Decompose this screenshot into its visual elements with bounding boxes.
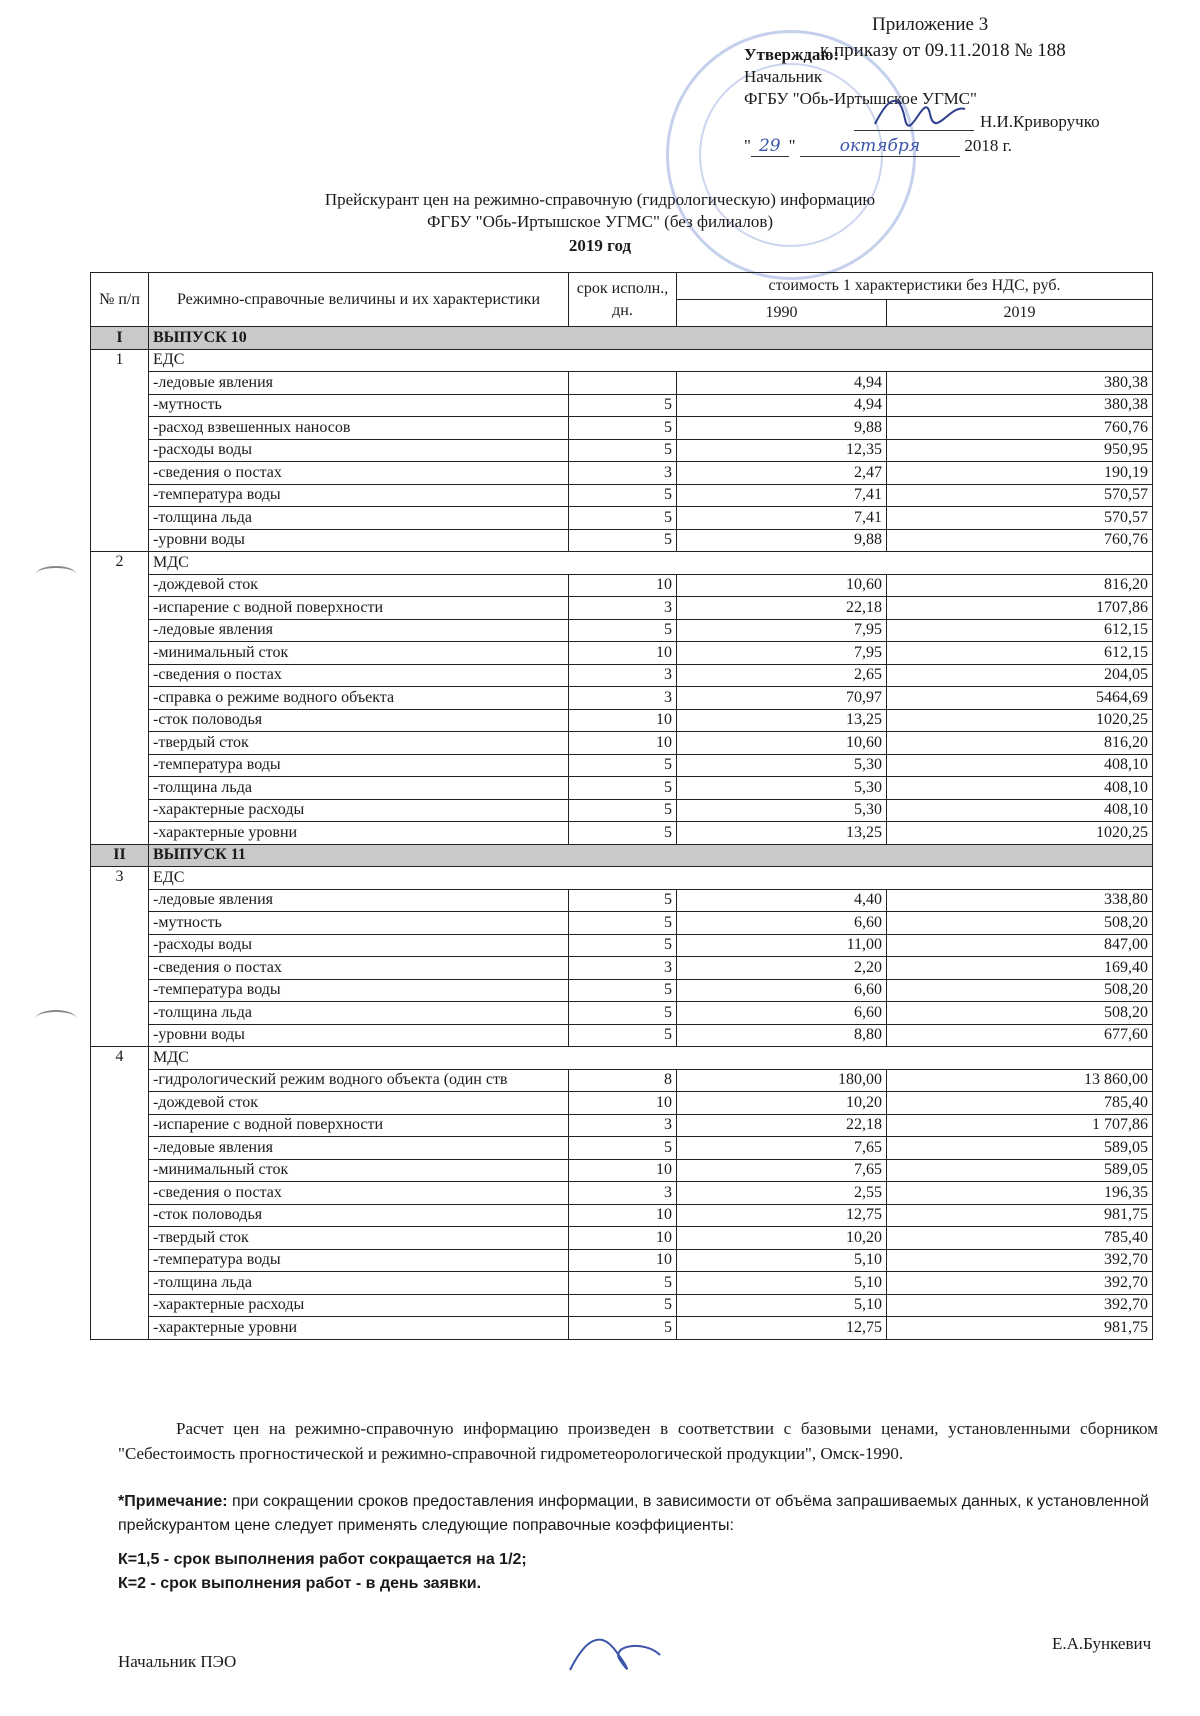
table-row	[91, 1024, 1153, 1047]
row-cost-2019: 1020,25	[887, 822, 1153, 845]
section-title: ВЫПУСК 10	[149, 327, 1153, 350]
row-term: 5	[569, 529, 677, 552]
row-cost-1990: 10,20	[677, 1227, 887, 1250]
footer-name: Е.А.Бункевич	[1052, 1634, 1152, 1653]
row-name: -толщина льда	[149, 777, 569, 800]
row-cost-2019: 392,70	[887, 1249, 1153, 1272]
row-term: 5	[569, 889, 677, 912]
table-row	[91, 574, 1153, 597]
row-cost-1990: 9,88	[677, 417, 887, 440]
table-row	[91, 439, 1153, 462]
row-term: 5	[569, 1294, 677, 1317]
row-name: -мутность	[149, 912, 569, 935]
table-row	[91, 1227, 1153, 1250]
table-row	[91, 889, 1153, 912]
group-row	[91, 867, 1153, 890]
group-number: 3	[91, 867, 149, 1047]
signature-scribble	[870, 84, 970, 134]
table-row	[91, 979, 1153, 1002]
table-row	[91, 1092, 1153, 1115]
table-row	[91, 1182, 1153, 1205]
row-name: -характерные расходы	[149, 799, 569, 822]
table-row	[91, 1137, 1153, 1160]
row-cost-2019: 204,05	[887, 664, 1153, 687]
row-term: 3	[569, 1182, 677, 1205]
row-term: 5	[569, 1137, 677, 1160]
row-cost-2019: 816,20	[887, 574, 1153, 597]
table-row	[91, 619, 1153, 642]
row-cost-1990: 5,10	[677, 1294, 887, 1317]
table-row	[91, 912, 1153, 935]
table-row	[91, 1204, 1153, 1227]
header-year-2019: 2019	[887, 300, 1153, 327]
approver-org: ФГБУ "Обь-Иртышское УГМС"	[744, 89, 977, 108]
row-cost-1990: 22,18	[677, 1114, 887, 1137]
table-row	[91, 754, 1153, 777]
row-cost-2019: 508,20	[887, 1002, 1153, 1025]
row-name: -твердый сток	[149, 732, 569, 755]
approval-date: " 29 " октября 2018 г.	[744, 136, 1012, 156]
approver-name: Н.И.Криворучко	[980, 112, 1100, 131]
row-cost-2019: 612,15	[887, 642, 1153, 665]
row-cost-1990: 13,25	[677, 822, 887, 845]
group-row	[91, 552, 1153, 575]
table-row	[91, 799, 1153, 822]
row-term: 3	[569, 597, 677, 620]
row-cost-1990: 5,30	[677, 799, 887, 822]
row-cost-1990: 6,60	[677, 1002, 887, 1025]
row-cost-1990: 70,97	[677, 687, 887, 710]
row-cost-2019: 508,20	[887, 979, 1153, 1002]
row-term: 10	[569, 1227, 677, 1250]
row-name: -температура воды	[149, 1249, 569, 1272]
row-cost-1990: 7,65	[677, 1137, 887, 1160]
row-cost-2019: 5464,69	[887, 687, 1153, 710]
row-term: 10	[569, 709, 677, 732]
row-cost-2019: 190,19	[887, 462, 1153, 485]
row-name: -ледовые явления	[149, 889, 569, 912]
row-name: -гидрологический режим водного объекта (один ств	[149, 1069, 569, 1092]
row-cost-2019: 785,40	[887, 1092, 1153, 1115]
section-row	[91, 327, 1153, 350]
title-line-1: Прейскурант цен на режимно-справочную (гидрологическую) информацию	[324, 190, 876, 209]
footer-signature-scribble	[560, 1620, 670, 1680]
row-cost-2019: 612,15	[887, 619, 1153, 642]
row-name: -характерные расходы	[149, 1294, 569, 1317]
row-term: 10	[569, 732, 677, 755]
calculation-text: Расчет цен на режимно-справочную информацию произведен в соответствии с базовыми ценами, установленными сборником "Себестоимость прогностической и режимно-справочной гидрометеорологической продукции", Омск-1990.	[118, 1419, 1158, 1463]
row-name: -толщина льда	[149, 1002, 569, 1025]
row-term: 5	[569, 1024, 677, 1047]
group-row	[91, 1047, 1153, 1070]
price-table-body	[91, 327, 1153, 1340]
table-row	[91, 1159, 1153, 1182]
row-cost-2019: 785,40	[887, 1227, 1153, 1250]
footer-position: Начальник ПЭО	[118, 1652, 237, 1671]
row-cost-1990: 9,88	[677, 529, 887, 552]
order-reference: к приказу от 09.11.2018 № 188	[820, 40, 1066, 61]
row-cost-1990: 6,60	[677, 912, 887, 935]
row-cost-1990: 5,10	[677, 1272, 887, 1295]
row-cost-2019: 677,60	[887, 1024, 1153, 1047]
section-row	[91, 844, 1153, 867]
row-term: 10	[569, 574, 677, 597]
table-row	[91, 484, 1153, 507]
row-name: -сведения о постах	[149, 957, 569, 980]
row-name: -сведения о постах	[149, 1182, 569, 1205]
row-term: 8	[569, 1069, 677, 1092]
remark-label: *Примечание:	[118, 1493, 228, 1510]
row-term: 5	[569, 417, 677, 440]
row-cost-1990: 10,60	[677, 574, 887, 597]
row-cost-2019: 589,05	[887, 1137, 1153, 1160]
group-number: 4	[91, 1047, 149, 1340]
table-row	[91, 687, 1153, 710]
row-cost-2019: 950,95	[887, 439, 1153, 462]
price-table	[90, 272, 1153, 1340]
group-title: МДС	[149, 1047, 1153, 1070]
row-term: 5	[569, 1272, 677, 1295]
margin-mark	[36, 1010, 76, 1026]
row-name: -уровни воды	[149, 529, 569, 552]
row-name: -ледовые явления	[149, 372, 569, 395]
coefficient-1: К=1,5 - срок выполнения работ сокращается на 1/2;	[118, 1551, 527, 1568]
approver-position: Начальник	[744, 67, 823, 86]
row-cost-2019: 816,20	[887, 732, 1153, 755]
row-name: -температура воды	[149, 484, 569, 507]
row-term: 5	[569, 484, 677, 507]
group-title: ЕДС	[149, 867, 1153, 890]
header-year-1990: 1990	[677, 300, 887, 327]
row-name: -сведения о постах	[149, 664, 569, 687]
row-name: -мутность	[149, 394, 569, 417]
header-name: Режимно-справочные величины и их характеристики	[149, 273, 569, 327]
row-term: 10	[569, 1159, 677, 1182]
header-term: срок исполн., дн.	[569, 273, 677, 327]
appendix-number: Приложение 3	[872, 14, 989, 35]
table-row	[91, 417, 1153, 440]
table-row	[91, 709, 1153, 732]
row-cost-2019: 570,57	[887, 507, 1153, 530]
row-cost-2019: 1 707,86	[887, 1114, 1153, 1137]
approve-label: Утверждаю:	[744, 45, 840, 64]
row-cost-2019: 589,05	[887, 1159, 1153, 1182]
row-cost-2019: 847,00	[887, 934, 1153, 957]
row-term: 5	[569, 979, 677, 1002]
row-term: 5	[569, 394, 677, 417]
row-cost-2019: 380,38	[887, 394, 1153, 417]
remark-text: при сокращении сроков предоставления информации, в зависимости от объёма запрашиваемых данных, к установленной прейскурантом цене следует применять следующие поправочные коэффициенты:	[118, 1493, 1149, 1534]
row-term: 5	[569, 754, 677, 777]
row-name: -испарение с водной поверхности	[149, 1114, 569, 1137]
table-row	[91, 957, 1153, 980]
group-title: МДС	[149, 552, 1153, 575]
date-month: октября	[800, 136, 960, 157]
row-name: -твердый сток	[149, 1227, 569, 1250]
row-name: -расходы воды	[149, 439, 569, 462]
row-term: 10	[569, 642, 677, 665]
row-name: -расход взвешенных наносов	[149, 417, 569, 440]
row-cost-1990: 22,18	[677, 597, 887, 620]
row-name: -характерные уровни	[149, 822, 569, 845]
row-name: -температура воды	[149, 979, 569, 1002]
header-num: № п/п	[91, 273, 149, 327]
row-cost-2019: 981,75	[887, 1204, 1153, 1227]
row-term: 5	[569, 619, 677, 642]
table-row	[91, 1069, 1153, 1092]
coefficients	[118, 1548, 527, 1596]
margin-mark	[36, 566, 76, 582]
row-term: 3	[569, 1114, 677, 1137]
row-name: -уровни воды	[149, 1024, 569, 1047]
row-term: 5	[569, 822, 677, 845]
title-year: 2019 год	[568, 236, 632, 255]
table-row	[91, 732, 1153, 755]
row-cost-1990: 7,95	[677, 619, 887, 642]
row-name: -испарение с водной поверхности	[149, 597, 569, 620]
row-cost-1990: 4,94	[677, 372, 887, 395]
row-term: 10	[569, 1249, 677, 1272]
row-cost-1990: 12,75	[677, 1204, 887, 1227]
table-row	[91, 1294, 1153, 1317]
row-cost-1990: 13,25	[677, 709, 887, 732]
coefficient-2: К=2 - срок выполнения работ - в день заявки.	[118, 1575, 482, 1592]
row-term: 5	[569, 934, 677, 957]
header-cost: стоимость 1 характеристики без НДС, руб.	[677, 273, 1153, 300]
row-name: -минимальный сток	[149, 642, 569, 665]
row-cost-2019: 408,10	[887, 777, 1153, 800]
row-name: -сток половодья	[149, 709, 569, 732]
row-cost-1990: 10,60	[677, 732, 887, 755]
table-row	[91, 1317, 1153, 1340]
row-term: 5	[569, 1317, 677, 1340]
row-cost-2019: 380,38	[887, 372, 1153, 395]
table-row	[91, 642, 1153, 665]
row-name: -характерные уровни	[149, 1317, 569, 1340]
row-term: 10	[569, 1092, 677, 1115]
table-row	[91, 507, 1153, 530]
section-number: II	[91, 844, 149, 867]
row-term: 5	[569, 799, 677, 822]
section-title: ВЫПУСК 11	[149, 844, 1153, 867]
table-row	[91, 462, 1153, 485]
row-cost-2019: 1707,86	[887, 597, 1153, 620]
row-cost-1990: 7,65	[677, 1159, 887, 1182]
table-row	[91, 597, 1153, 620]
row-name: -толщина льда	[149, 507, 569, 530]
row-name: -расходы воды	[149, 934, 569, 957]
row-term: 5	[569, 912, 677, 935]
group-number: 2	[91, 552, 149, 845]
row-cost-1990: 6,60	[677, 979, 887, 1002]
row-cost-2019: 392,70	[887, 1272, 1153, 1295]
row-cost-1990: 2,55	[677, 1182, 887, 1205]
row-term: 3	[569, 687, 677, 710]
row-cost-2019: 760,76	[887, 417, 1153, 440]
table-row	[91, 777, 1153, 800]
row-term: 5	[569, 1002, 677, 1025]
row-cost-2019: 408,10	[887, 754, 1153, 777]
table-row	[91, 529, 1153, 552]
row-term: 10	[569, 1204, 677, 1227]
row-cost-1990: 180,00	[677, 1069, 887, 1092]
table-row	[91, 1114, 1153, 1137]
row-cost-1990: 7,41	[677, 507, 887, 530]
row-cost-2019: 13 860,00	[887, 1069, 1153, 1092]
date-day: 29	[751, 136, 789, 157]
row-term: 3	[569, 957, 677, 980]
row-cost-1990: 5,10	[677, 1249, 887, 1272]
row-cost-1990: 7,95	[677, 642, 887, 665]
table-row	[91, 372, 1153, 395]
row-cost-2019: 196,35	[887, 1182, 1153, 1205]
row-cost-2019: 570,57	[887, 484, 1153, 507]
row-cost-1990: 5,30	[677, 777, 887, 800]
row-cost-2019: 1020,25	[887, 709, 1153, 732]
row-name: -дождевой сток	[149, 1092, 569, 1115]
row-term: 3	[569, 664, 677, 687]
group-number: 1	[91, 349, 149, 552]
row-cost-1990: 7,41	[677, 484, 887, 507]
row-term: 3	[569, 462, 677, 485]
row-cost-1990: 12,35	[677, 439, 887, 462]
row-name: -сведения о постах	[149, 462, 569, 485]
table-row	[91, 1002, 1153, 1025]
row-name: -справка о режиме водного объекта	[149, 687, 569, 710]
remark-block	[118, 1490, 1158, 1538]
table-row	[91, 1249, 1153, 1272]
table-row	[91, 934, 1153, 957]
group-row	[91, 349, 1153, 372]
row-name: -толщина льда	[149, 1272, 569, 1295]
row-cost-1990: 2,47	[677, 462, 887, 485]
table-row	[91, 822, 1153, 845]
row-cost-2019: 169,40	[887, 957, 1153, 980]
table-row	[91, 1272, 1153, 1295]
row-name: -ледовые явления	[149, 1137, 569, 1160]
date-year: 2018 г.	[964, 136, 1012, 155]
row-cost-1990: 5,30	[677, 754, 887, 777]
group-title: ЕДС	[149, 349, 1153, 372]
row-name: -температура воды	[149, 754, 569, 777]
row-cost-2019: 981,75	[887, 1317, 1153, 1340]
row-cost-1990: 10,20	[677, 1092, 887, 1115]
row-term: 5	[569, 507, 677, 530]
row-cost-2019: 508,20	[887, 912, 1153, 935]
table-row	[91, 394, 1153, 417]
table-row	[91, 664, 1153, 687]
row-name: -сток половодья	[149, 1204, 569, 1227]
row-cost-1990: 11,00	[677, 934, 887, 957]
row-term: 5	[569, 777, 677, 800]
row-name: -дождевой сток	[149, 574, 569, 597]
title-line-2: ФГБУ "Обь-Иртышское УГМС" (без филиалов)	[426, 212, 774, 231]
row-cost-1990: 4,40	[677, 889, 887, 912]
row-cost-1990: 4,94	[677, 394, 887, 417]
row-cost-1990: 2,20	[677, 957, 887, 980]
row-cost-1990: 12,75	[677, 1317, 887, 1340]
row-name: -ледовые явления	[149, 619, 569, 642]
section-number: I	[91, 327, 149, 350]
row-term	[569, 372, 677, 395]
row-cost-2019: 392,70	[887, 1294, 1153, 1317]
row-cost-2019: 760,76	[887, 529, 1153, 552]
row-cost-1990: 8,80	[677, 1024, 887, 1047]
row-name: -минимальный сток	[149, 1159, 569, 1182]
row-cost-2019: 338,80	[887, 889, 1153, 912]
row-term: 5	[569, 439, 677, 462]
calculation-note	[118, 1416, 1158, 1466]
row-cost-1990: 2,65	[677, 664, 887, 687]
row-cost-2019: 408,10	[887, 799, 1153, 822]
